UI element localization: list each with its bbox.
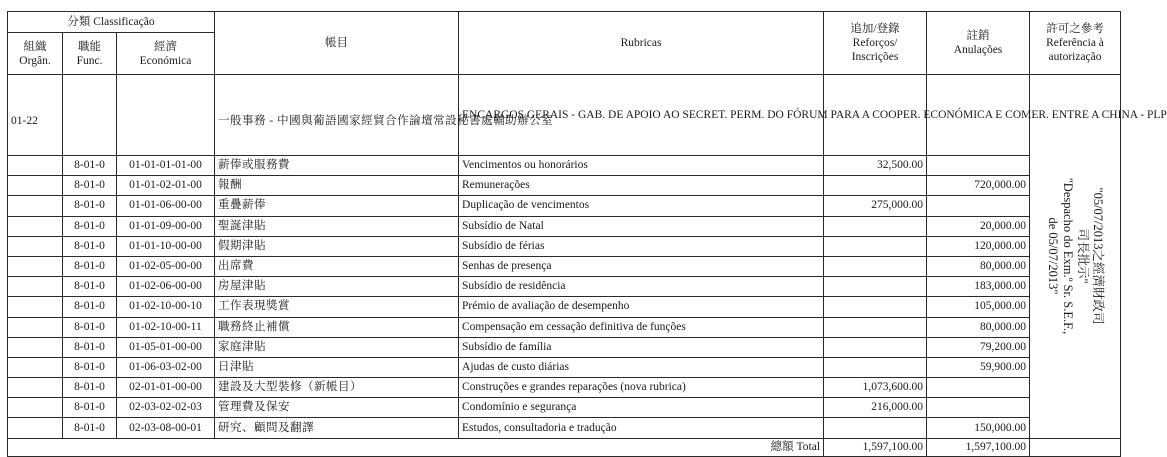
header-row-top xyxy=(8,12,1121,33)
org-cell xyxy=(8,277,63,297)
eco-cell: 02-03-08-00-01 xyxy=(117,418,215,438)
rubrica-pt-cell: Subsídio de férias xyxy=(459,236,824,256)
rubrica-cn-cell: 日津貼 xyxy=(215,357,459,377)
header-referencia-cn: 許可之參考 xyxy=(1046,23,1104,35)
eco-cell: 01-02-06-00-00 xyxy=(117,277,215,297)
eco-cell: 01-01-10-00-00 xyxy=(117,236,215,256)
anulacao-cell xyxy=(927,156,1030,176)
func-cell: 8-01-0 xyxy=(63,256,117,276)
header-rubrica-cn: 帳目 xyxy=(215,12,459,75)
anulacao-cell: 720,000.00 xyxy=(927,176,1030,196)
reforco-cell: 1,073,600.00 xyxy=(824,378,927,398)
rubrica-cn-cell: 管理費及保安 xyxy=(215,398,459,418)
header-organica-cn: 組織 xyxy=(23,40,47,53)
rubrica-pt-cell: Remunerações xyxy=(459,176,824,196)
authorization-line-3: "Despacho do Exm.º Sr. S.E.F., xyxy=(1061,178,1076,335)
org-cell xyxy=(8,297,63,317)
anulacao-cell xyxy=(927,378,1030,398)
budget-table-container xyxy=(7,11,1167,457)
header-funcional-pt: Func. xyxy=(76,54,103,67)
eco-cell: 01-02-05-00-00 xyxy=(117,256,215,276)
title-func-blank xyxy=(63,75,117,156)
anulacao-cell: 79,200.00 xyxy=(927,337,1030,357)
func-cell: 8-01-0 xyxy=(63,317,117,337)
table-row xyxy=(8,378,1121,398)
total-label: 總額 Total xyxy=(8,438,824,456)
rubrica-cn-cell: 建設及大型裝修（新帳目） xyxy=(215,378,459,398)
rubrica-pt-cell: Estudos, consultadoria e tradução xyxy=(459,418,824,438)
header-rubrica-pt: Rubricas xyxy=(459,12,824,75)
rubrica-pt-cell: Vencimentos ou honorários xyxy=(459,156,824,176)
rubrica-pt-cell: Ajudas de custo diárias xyxy=(459,357,824,377)
budget-table xyxy=(7,11,1167,457)
total-row xyxy=(8,438,1121,456)
func-cell: 8-01-0 xyxy=(63,297,117,317)
anulacao-cell: 150,000.00 xyxy=(927,418,1030,438)
header-funcional xyxy=(63,33,117,75)
func-cell: 8-01-0 xyxy=(63,357,117,377)
anulacao-cell xyxy=(927,196,1030,216)
org-cell xyxy=(8,378,63,398)
table-row xyxy=(8,277,1121,297)
anulacao-cell xyxy=(927,398,1030,418)
func-cell: 8-01-0 xyxy=(63,176,117,196)
org-cell xyxy=(8,418,63,438)
table-row xyxy=(8,156,1121,176)
reforco-cell xyxy=(824,418,927,438)
eco-cell: 01-02-10-00-11 xyxy=(117,317,215,337)
reforco-cell: 216,000.00 xyxy=(824,398,927,418)
header-referencia-pt1: Referência à xyxy=(1046,37,1104,49)
header-organica-pt: Orgân. xyxy=(19,54,51,67)
header-anulacoes xyxy=(927,12,1030,75)
table-row xyxy=(8,418,1121,438)
rubrica-pt-cell: Subsídio de residência xyxy=(459,277,824,297)
rubrica-pt-cell: Construções e grandes reparações (nova rubrica) xyxy=(459,378,824,398)
authorization-line-4: de 05/07/2013" xyxy=(1046,217,1061,295)
header-economica-pt: Económica xyxy=(139,54,192,67)
reforco-cell xyxy=(824,176,927,196)
rubrica-pt-cell: Duplicação de vencimentos xyxy=(459,196,824,216)
eco-cell: 01-01-02-01-00 xyxy=(117,176,215,196)
authorization-line-2: 司長批示" xyxy=(1076,228,1091,284)
table-row xyxy=(8,196,1121,216)
org-cell xyxy=(8,357,63,377)
org-code: 01-22 xyxy=(8,75,63,156)
func-cell: 8-01-0 xyxy=(63,156,117,176)
rubrica-cn-cell: 重疊薪俸 xyxy=(215,196,459,216)
org-cell xyxy=(8,256,63,276)
rubrica-pt-cell: Prémio de avaliação de desempenho xyxy=(459,297,824,317)
header-reforcos-pt1: Reforços/ xyxy=(852,37,898,49)
rubrica-cn-cell: 報酬 xyxy=(215,176,459,196)
func-cell: 8-01-0 xyxy=(63,236,117,256)
authorization-text xyxy=(1045,178,1105,335)
rubrica-pt-cell: Subsídio de Natal xyxy=(459,216,824,236)
header-organica xyxy=(8,33,63,75)
anulacao-cell: 120,000.00 xyxy=(927,236,1030,256)
rubrica-cn-cell: 工作表現獎賞 xyxy=(215,297,459,317)
title-row xyxy=(8,75,1121,156)
eco-cell: 01-02-10-00-10 xyxy=(117,297,215,317)
title-eco-blank xyxy=(117,75,215,156)
header-referencia xyxy=(1030,12,1121,75)
table-row xyxy=(8,337,1121,357)
header-reforcos-cn: 追加/登錄 xyxy=(850,23,900,35)
func-cell: 8-01-0 xyxy=(63,216,117,236)
reforco-cell xyxy=(824,337,927,357)
reforco-cell xyxy=(824,297,927,317)
table-row xyxy=(8,317,1121,337)
header-funcional-cn: 職能 xyxy=(78,40,101,53)
rubrica-cn-cell: 研究、顧問及翻譯 xyxy=(215,418,459,438)
eco-cell: 01-01-09-00-00 xyxy=(117,216,215,236)
eco-cell: 01-01-06-00-00 xyxy=(117,196,215,216)
org-cell xyxy=(8,236,63,256)
rubrica-pt-cell: Compensação em cessação definitiva de funções xyxy=(459,317,824,337)
org-cell xyxy=(8,156,63,176)
eco-cell: 01-01-01-01-00 xyxy=(117,156,215,176)
rubrica-cn-cell: 薪俸或服務費 xyxy=(215,156,459,176)
table-row xyxy=(8,256,1121,276)
org-cell xyxy=(8,196,63,216)
eco-cell: 02-03-02-02-03 xyxy=(117,398,215,418)
anulacao-cell: 20,000.00 xyxy=(927,216,1030,236)
header-reforcos xyxy=(824,12,927,75)
func-cell: 8-01-0 xyxy=(63,398,117,418)
anulacao-cell: 80,000.00 xyxy=(927,317,1030,337)
rubrica-pt-cell: Senhas de presença xyxy=(459,256,824,276)
org-cell xyxy=(8,176,63,196)
eco-cell: 02-01-01-00-00 xyxy=(117,378,215,398)
anulacao-cell: 80,000.00 xyxy=(927,256,1030,276)
header-anulacoes-pt: Anulações xyxy=(953,44,1003,56)
authorization-cell xyxy=(1030,75,1121,439)
reforco-cell xyxy=(824,216,927,236)
org-cell xyxy=(8,398,63,418)
header-reforcos-pt2: Inscrições xyxy=(851,51,899,63)
total-anulacao: 1,597,100.00 xyxy=(927,438,1030,456)
total-auth-blank xyxy=(1030,438,1121,456)
org-cell xyxy=(8,317,63,337)
header-economica xyxy=(117,33,215,75)
func-cell: 8-01-0 xyxy=(63,196,117,216)
reforco-cell xyxy=(824,317,927,337)
reforco-cell xyxy=(824,256,927,276)
reforco-cell: 275,000.00 xyxy=(824,196,927,216)
func-cell: 8-01-0 xyxy=(63,418,117,438)
header-anulacoes-cn: 註銷 xyxy=(966,30,990,42)
title-pt: ENCARGOS GERAIS - GAB. DE APOIO AO SECRET. PERM. DO FÓRUM PARA A COOPER. ECONÓMICA E COMER. ENTRE A CHINA - PLP xyxy=(459,75,824,156)
header-economica-cn: 經濟 xyxy=(154,40,177,53)
anulacao-cell: 59,900.00 xyxy=(927,357,1030,377)
reforco-cell xyxy=(824,357,927,377)
reforco-cell xyxy=(824,236,927,256)
table-row xyxy=(8,236,1121,256)
rubrica-cn-cell: 聖誕津貼 xyxy=(215,216,459,236)
anulacao-cell: 105,000.00 xyxy=(927,297,1030,317)
table-row xyxy=(8,398,1121,418)
eco-cell: 01-05-01-00-00 xyxy=(117,337,215,357)
anulacao-cell: 183,000.00 xyxy=(927,277,1030,297)
rubrica-cn-cell: 假期津貼 xyxy=(215,236,459,256)
header-referencia-pt2: autorização xyxy=(1048,51,1102,63)
table-row xyxy=(8,297,1121,317)
eco-cell: 01-06-03-02-00 xyxy=(117,357,215,377)
table-row xyxy=(8,357,1121,377)
reforco-cell xyxy=(824,277,927,297)
rubrica-cn-cell: 家庭津貼 xyxy=(215,337,459,357)
rubrica-cn-cell: 職務終止補償 xyxy=(215,317,459,337)
func-cell: 8-01-0 xyxy=(63,378,117,398)
header-classificacao: 分類 Classificação xyxy=(8,12,215,33)
authorization-line-1: "05/07/2013之經濟財政司 xyxy=(1091,187,1106,325)
func-cell: 8-01-0 xyxy=(63,277,117,297)
table-row xyxy=(8,176,1121,196)
func-cell: 8-01-0 xyxy=(63,337,117,357)
table-row xyxy=(8,216,1121,236)
reforco-cell: 32,500.00 xyxy=(824,156,927,176)
rubrica-pt-cell: Subsídio de família xyxy=(459,337,824,357)
org-cell xyxy=(8,337,63,357)
rubrica-cn-cell: 房屋津貼 xyxy=(215,277,459,297)
total-reforco: 1,597,100.00 xyxy=(824,438,927,456)
org-cell xyxy=(8,216,63,236)
rubrica-pt-cell: Condomínio e segurança xyxy=(459,398,824,418)
title-cn: 一般事務 - 中國與葡語國家經貿合作論壇常設秘書處輔助辦公室 xyxy=(215,75,459,156)
rubrica-cn-cell: 出席費 xyxy=(215,256,459,276)
